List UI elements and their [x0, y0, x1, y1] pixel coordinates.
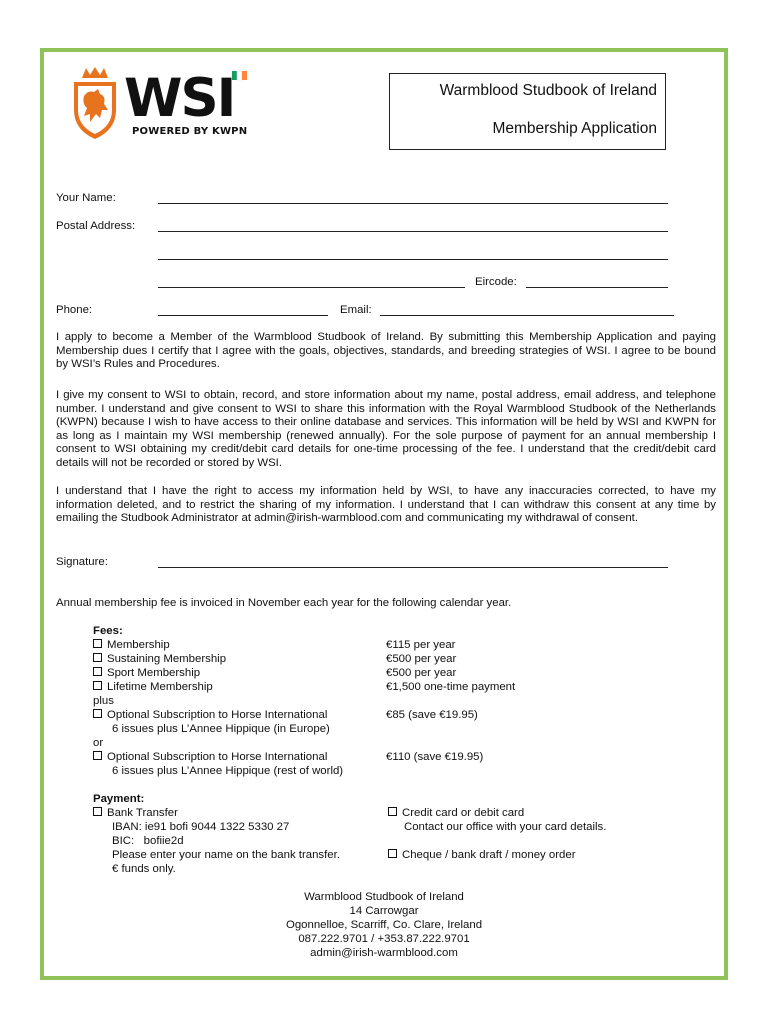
- checkbox[interactable]: [93, 709, 102, 718]
- fee-option-lifetime[interactable]: Lifetime Membership: [93, 680, 213, 694]
- checkbox[interactable]: [388, 807, 397, 816]
- payment-heading: Payment:: [93, 793, 145, 805]
- email-label: Email:: [340, 304, 372, 316]
- fee-option-subscription-europe[interactable]: Optional Subscription to Horse International: [93, 708, 327, 722]
- eircode-field[interactable]: [526, 287, 668, 288]
- checkbox[interactable]: [93, 681, 102, 690]
- bank-note: Please enter your name on the bank transfer.: [112, 849, 340, 861]
- fee-price: €110 (save €19.95): [386, 751, 484, 763]
- signature-label: Signature:: [56, 556, 108, 568]
- title-box: [389, 73, 666, 150]
- membership-paragraph: I apply to become a Member of the Warmblood Studbook of Ireland. By submitting this Membership Application and paying Membership dues I certify that I agree with the goals, objectives, standards, and breeding strategies of WSI. I agree to be bound by WSI’s Rules and Procedures.: [56, 331, 716, 371]
- fee-price: €85 (save €19.95): [386, 709, 478, 721]
- card-note: Contact our office with your card details.: [404, 821, 607, 833]
- consent-paragraph: I give my consent to WSI to obtain, record, and store information about my name, postal address, email address, and telephone number. I understand and give consent to WSI to share this information with the Royal Warmblood Studbook of the Netherlands (KWPN) because I wish to have access to their online database and services. This information will be held by WSI and KWPN for as long as I maintain my WSI membership (renewed annually). For the sole purpose of payment for an annual membership I consent to WSI obtaining my credit/debit card details for one-time processing of the fee. I understand that the credit/debit card details will not be recorded or stored by WSI.: [56, 389, 716, 469]
- fee-price: €500 per year: [386, 653, 457, 665]
- subscription-detail: 6 issues plus L’Annee Hippique (rest of world): [112, 765, 344, 777]
- address-org: Warmblood Studbook of Ireland: [304, 891, 464, 903]
- payment-option-bank-transfer[interactable]: Bank Transfer: [93, 806, 178, 820]
- iban: IBAN: ie91 bofi 9044 1322 5330 27: [112, 821, 290, 833]
- document-subtitle: Membership Application: [492, 120, 657, 137]
- checkbox[interactable]: [93, 667, 102, 676]
- address-town: Ogonnelloe, Scarriff, Co. Clare, Ireland: [285, 919, 483, 931]
- payment-option-card[interactable]: Credit card or debit card: [388, 806, 524, 820]
- fee-option-sport[interactable]: Sport Membership: [93, 666, 200, 680]
- fee-option-subscription-world[interactable]: Optional Subscription to Horse International: [93, 750, 327, 764]
- eircode-label: Eircode:: [475, 276, 517, 288]
- checkbox[interactable]: [93, 653, 102, 662]
- checkbox[interactable]: [388, 849, 397, 858]
- phone-field[interactable]: [158, 315, 328, 316]
- payment-option-cheque[interactable]: Cheque / bank draft / money order: [388, 848, 576, 862]
- email-field[interactable]: [380, 315, 674, 316]
- fee-option-membership[interactable]: Membership: [93, 638, 170, 652]
- address-label: Postal Address:: [56, 220, 136, 232]
- address-street: 14 Carrowgar: [349, 905, 419, 917]
- checkbox[interactable]: [93, 639, 102, 648]
- rights-paragraph: I understand that I have the right to access my information held by WSI, to have any inaccuracies corrected, to have my information deleted, and to restrict the sharing of my information. I understand that I can withdraw this consent at any time by emailing the Studbook Administrator at admin@irish-warmblood.com and communicating my withdrawal of consent.: [56, 485, 716, 525]
- address-email: admin@irish-warmblood.com: [310, 947, 458, 959]
- document-title: Warmblood Studbook of Ireland: [439, 82, 657, 99]
- address-field-line3[interactable]: [158, 287, 465, 288]
- funds-note: € funds only.: [112, 863, 176, 875]
- name-field[interactable]: [158, 203, 668, 204]
- fee-option-sustaining[interactable]: Sustaining Membership: [93, 652, 226, 666]
- phone-label: Phone:: [56, 304, 93, 316]
- fee-price: €115 per year: [386, 639, 456, 651]
- checkbox[interactable]: [93, 807, 102, 816]
- fees-heading: Fees:: [93, 625, 123, 637]
- fee-price: €500 per year: [386, 667, 457, 679]
- address-field-line2[interactable]: [158, 259, 668, 260]
- annual-note: Annual membership fee is invoiced in November each year for the following calendar year.: [56, 597, 512, 609]
- plus-label: plus: [93, 695, 114, 707]
- signature-field[interactable]: [158, 567, 668, 568]
- wsi-logo: [68, 66, 268, 142]
- logo-tagline: POWERED BY KWPN: [132, 126, 248, 137]
- fee-price: €1,500 one-time payment: [386, 681, 516, 693]
- checkbox[interactable]: [93, 751, 102, 760]
- subscription-detail: 6 issues plus L’Annee Hippique (in Europe): [112, 723, 330, 735]
- address-phone: 087.222.9701 / +353.87.222.9701: [298, 933, 470, 945]
- logo-wordmark: WSI: [124, 68, 235, 129]
- or-label: or: [93, 737, 104, 749]
- address-field-line1[interactable]: [158, 231, 668, 232]
- name-label: Your Name:: [56, 192, 116, 204]
- bic: BIC: bofiie2d: [112, 835, 184, 847]
